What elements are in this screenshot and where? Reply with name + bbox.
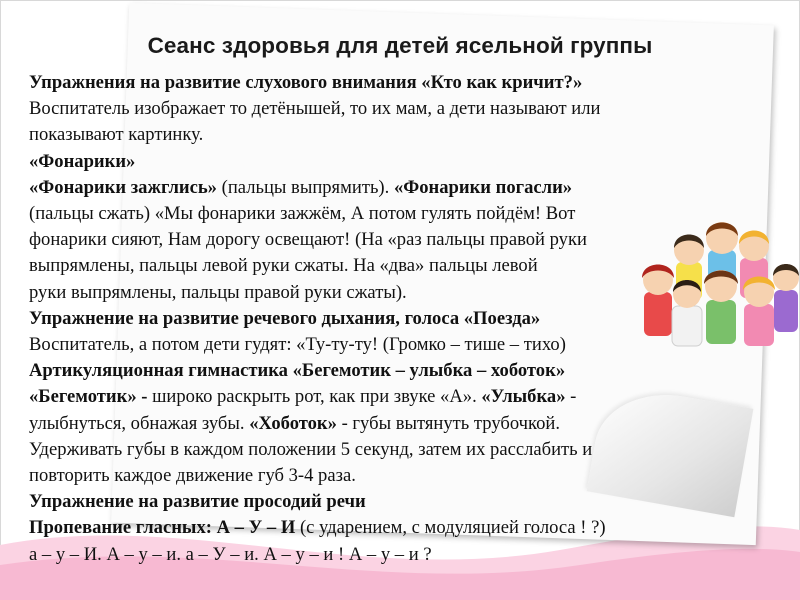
text-line — [29, 175, 749, 201]
bold-text: Артикуляционная гимнастика «Бегемотик – улыбка – хоботок» — [29, 360, 566, 382]
bold-text: «Бегемотик» - — [29, 386, 148, 408]
bold-text: «Фонарики зажглись» — [29, 176, 217, 198]
text-line — [29, 463, 749, 489]
text-segment: (с ударением, с модуляцией голоса ! ?) — [295, 517, 606, 539]
text-line — [29, 280, 749, 306]
bold-text: Упражнение на развитие просодий речи — [29, 491, 366, 513]
text-segment: выпрямлены, пальцы левой руки сжаты. На «два» пальцы левой — [29, 255, 538, 277]
text-line — [29, 437, 749, 463]
text-line — [29, 515, 749, 541]
text-line — [29, 253, 749, 279]
bold-text: Упражнения на развитие слухового внимания «Кто как кричит?» — [29, 72, 583, 93]
bold-text: Пропевание гласных: А – У – И — [29, 517, 296, 539]
text-line — [29, 489, 749, 515]
text-segment: широко раскрыть рот, как при звуке «А». — [147, 386, 482, 408]
bold-text: Упражнение на развитие речевого дыхания, голоса «Поезда» — [29, 307, 541, 329]
text-segment: (пальцы сжать) «Мы фонарики зажжём, А потом гулять пойдём! Вот — [29, 203, 576, 225]
text-segment: Удерживать губы в каждом положении 5 секунд, затем их расслабить и — [29, 438, 593, 460]
child-figure — [773, 264, 799, 332]
text-segment: руки выпрямлены, пальцы правой руки сжаты). — [29, 281, 407, 303]
text-segment: - губы вытянуть трубочкой. — [336, 412, 560, 434]
text-segment: Воспитатель, а потом дети гудят: «Ту-ту-ту! (Громко – тише – тихо) — [29, 334, 566, 356]
text-segment: Воспитатель изображает то детёнышей, то их мам, а дети называют или — [29, 98, 601, 120]
text-segment: а – у – И. А – у – и. а – У – и. А – у – и ! А – у – и ? — [29, 543, 432, 565]
text-segment: повторить каждое движение губ 3-4 раза. — [29, 465, 356, 487]
text-line — [29, 332, 749, 358]
text-line — [29, 411, 749, 437]
text-line — [29, 122, 749, 148]
text-line — [29, 70, 749, 96]
bold-text: «Хоботок» — [249, 412, 337, 434]
text-segment: улыбнуться, обнажая зубы. — [29, 412, 250, 434]
text-line — [29, 384, 749, 410]
bold-text: «Фонарики погасли» — [393, 176, 573, 198]
text-segment: - — [565, 386, 577, 408]
text-segment: фонарики сияют, Нам дорогу освещают! (На «раз пальцы правой руки — [29, 229, 587, 251]
bold-text: «Улыбка» — [481, 386, 566, 408]
text-line — [29, 149, 749, 175]
text-line — [29, 96, 749, 122]
text-line — [29, 201, 749, 227]
text-line — [29, 306, 749, 332]
page-title: Сеанс здоровья для детей ясельной группы — [147, 33, 653, 58]
text-segment: показывают картинку. — [29, 124, 204, 146]
bold-text: «Фонарики» — [29, 150, 136, 172]
text-line — [29, 542, 749, 568]
text-line — [29, 358, 749, 384]
exercise-text — [29, 70, 749, 568]
text-line — [29, 227, 749, 253]
text-segment: (пальцы выпрямить). — [216, 176, 394, 198]
